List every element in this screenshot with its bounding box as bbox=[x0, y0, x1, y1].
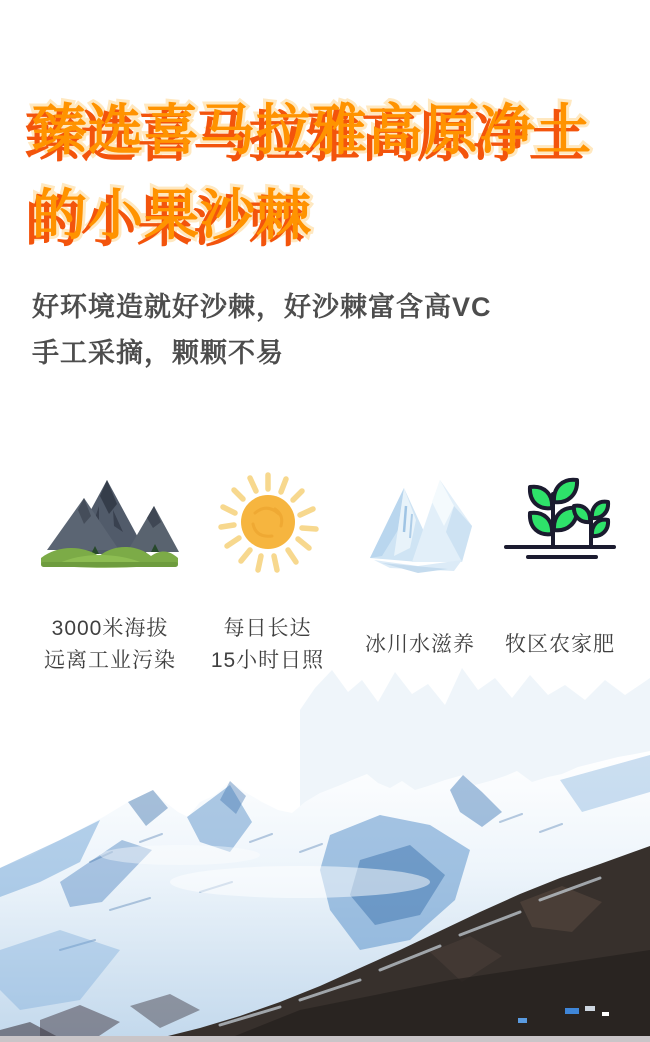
feature-glacier bbox=[345, 460, 495, 678]
feature-altitude bbox=[30, 460, 190, 678]
page-subtitle-line2: 手工采摘，颗颗不易 bbox=[32, 338, 284, 368]
feature-label-line1: 冰川水滋养 bbox=[365, 633, 475, 656]
feature-label-line1: 牧区农家肥 bbox=[505, 633, 615, 656]
feature-row bbox=[30, 460, 625, 678]
page-title-line1: 臻选喜马拉雅高原净土 bbox=[32, 99, 593, 161]
page-title-line2: 的小果沙棘 bbox=[32, 184, 313, 246]
feature-label-line1: 3000米海拔 bbox=[51, 617, 169, 640]
snow-mountain-photo bbox=[0, 650, 650, 1042]
plant-icon bbox=[501, 460, 619, 584]
page-subtitle bbox=[32, 284, 492, 376]
feature-fertilizer bbox=[495, 460, 625, 678]
page-subtitle-line1: 好环境造就好沙棘，好沙棘富含高VC bbox=[32, 292, 492, 322]
feature-label-line2: 15小时日照 bbox=[210, 649, 325, 672]
mountain-icon bbox=[39, 460, 181, 584]
feature-label-line1: 每日长达 bbox=[223, 617, 312, 640]
glacier-icon bbox=[360, 460, 480, 584]
page-title bbox=[32, 88, 592, 258]
sun-icon bbox=[213, 460, 323, 584]
feature-sunlight bbox=[190, 460, 345, 678]
feature-label-line2: 远离工业污染 bbox=[44, 649, 176, 672]
